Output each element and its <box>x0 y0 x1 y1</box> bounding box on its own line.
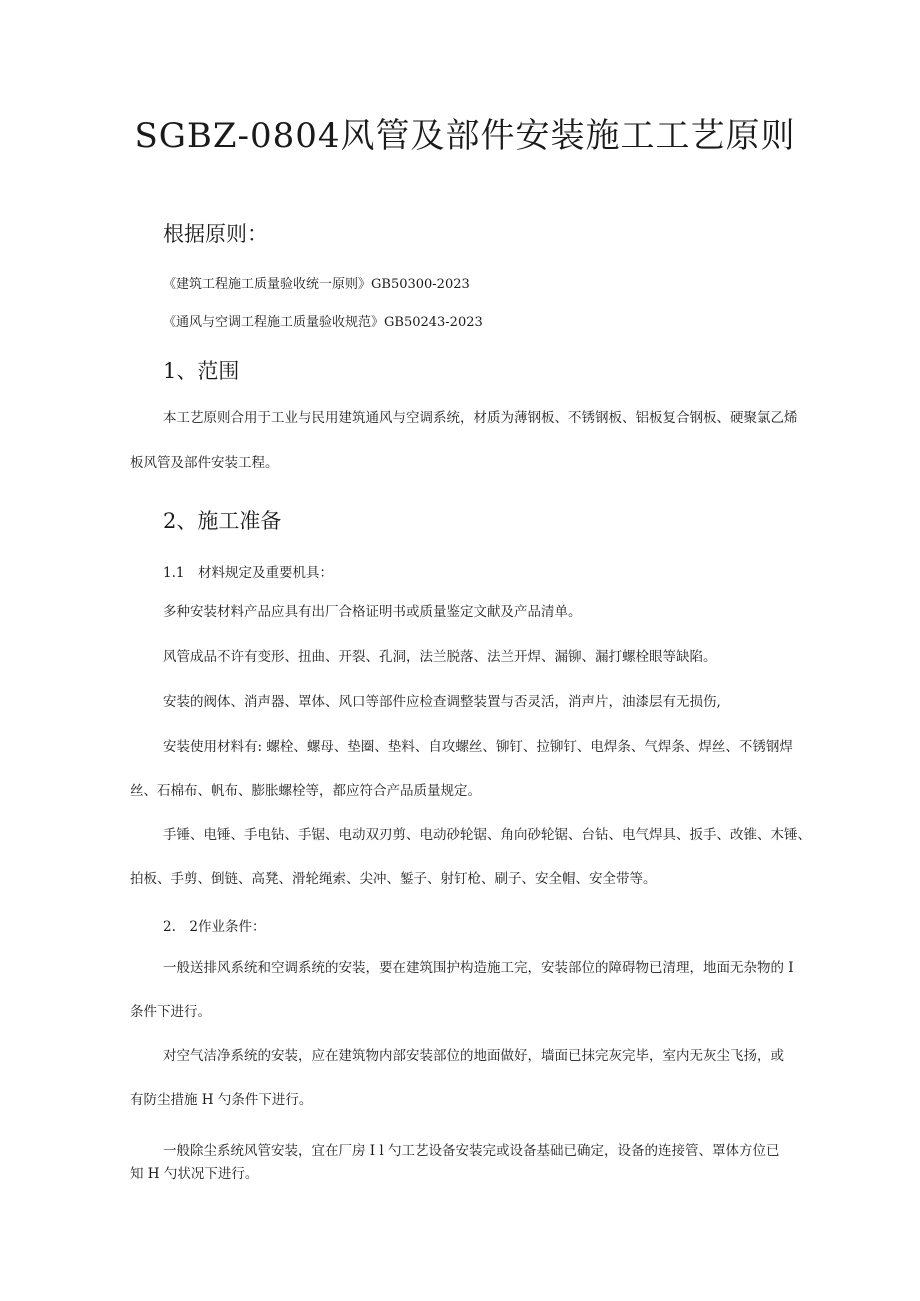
paragraph-line: 拍板、手剪、倒链、高凳、滑轮绳索、尖冲、錾子、射钉枪、刷子、安全帽、安全带等。 <box>130 871 657 887</box>
section-1-heading: 1、范围 <box>163 359 240 383</box>
reference-item: 《建筑工程施工质量验收统一原则》GB50300-2023 <box>163 277 470 292</box>
reference-item: 《通风与空调工程施工质量验收规范》GB50243-2023 <box>163 315 483 330</box>
paragraph-line: 安装使用材料有: 螺栓、螺母、垫圈、垫料、自攻螺丝、铆钉、拉铆钉、电焊条、气焊条、焊丝、不锈钢焊 <box>163 739 793 755</box>
document-title: SGBZ-0804风管及部件安装施工工艺原则 <box>134 116 796 156</box>
paragraph-line: 一般送排风系统和空调系统的安装，要在建筑围护构造施工完，安装部位的障碍物已清理，地面无杂物的 I <box>163 960 794 976</box>
paragraph-line: 对空气洁净系统的安装，应在建筑物内部安装部位的地面做好，墙面已抹完灰完毕，室内无灰尘飞扬，或 <box>163 1048 784 1064</box>
paragraph-line: 手锤、电锤、手电钻、手锯、电动双刃剪、电动砂轮锯、角向砂轮锯、台钻、电气焊具、扳手、改锥、木锤、 <box>163 827 811 843</box>
subsection-heading: 2. 2作业条件： <box>163 919 266 935</box>
paragraph: 风管成品不许有变形、扭曲、开裂、孔洞，法兰脱落、法兰开焊、漏铆、漏打螺栓眼等缺陷。 <box>163 649 717 665</box>
paragraph: 多种安装材料产品应具有出厂合格证明书或质量鉴定文献及产品清单。 <box>163 604 582 620</box>
section-1-paragraph-line: 板风管及部件安装工程。 <box>130 455 279 471</box>
paragraph: 安装的阀体、消声器、罩体、风口等部件应检查调整装置与否灵活，消声片，油漆层有无损伤, <box>163 694 721 710</box>
section-2-heading: 2、施工准备 <box>163 509 282 533</box>
section-1-paragraph-line: 本工艺原则合用于工业与民用建筑通风与空调系统，材质为薄钢板、不锈钢板、铝板复合钢板、硬聚氯乙烯 <box>163 410 798 426</box>
paragraph-line: 丝、石棉布、帆布、膨胀螺栓等，都应符合产品质量规定。 <box>130 783 481 799</box>
paragraph-line: 条件下进行。 <box>130 1004 211 1020</box>
subsection-heading: 1.1 材料规定及重要机具： <box>163 565 333 581</box>
basis-heading: 根据原则： <box>163 222 268 246</box>
paragraph-line: 有防尘措施 H 勺条件下进行。 <box>130 1092 313 1108</box>
paragraph-line: 知 H 勺状况下进行。 <box>130 1166 259 1182</box>
paragraph-line: 一般除尘系统风管安装，宜在厂房 I l 勺工艺设备安装完或设备基础已确定，设备的连接管、罩体方位已 <box>163 1143 780 1159</box>
